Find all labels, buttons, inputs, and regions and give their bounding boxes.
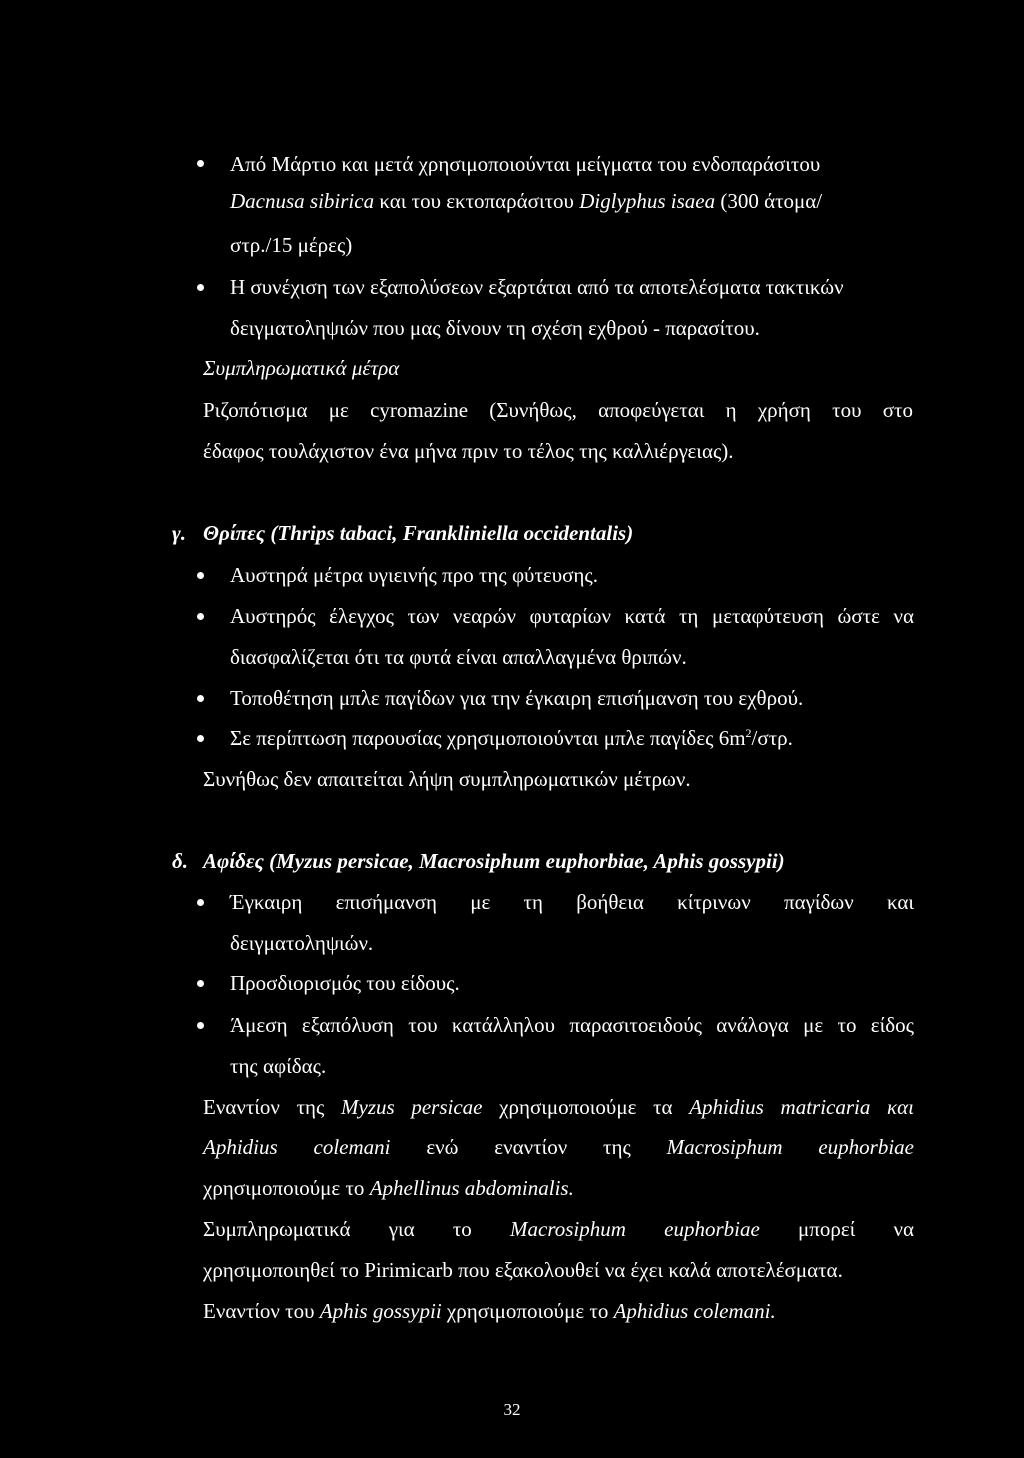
text-line: της αφίδας. [230, 1054, 327, 1078]
text-line: χρησιμοποιούμε το Aphellinus abdominalis. [203, 1176, 574, 1200]
text-line: Άμεση εξαπόλυση του κατάλληλου παρασιτοειδούς ανάλογα με το είδος [230, 1013, 914, 1037]
text-line: δειγματοληψιών που μας δίνουν τη σχέση εχθρού - παρασίτου. [230, 316, 760, 340]
bullet-marker [197, 613, 204, 620]
section-title: Θρίπες (Thrips tabaci, Frankliniella occidentalis) [203, 521, 634, 545]
text-line: Συμπληρωματικά για το Macrosiphum euphorbiae μπορεί να [203, 1217, 915, 1241]
text-line: Προσδιορισμός του είδους. [230, 971, 460, 995]
bullet-marker [197, 735, 204, 742]
bullet-marker [197, 160, 204, 167]
text-line: δειγματοληψιών. [230, 931, 374, 955]
text-line: Έγκαιρη επισήμανση με τη βοήθεια κίτρινων παγίδων και [230, 890, 914, 914]
text-line: έδαφος τουλάχιστον ένα μήνα πριν το τέλος της καλλιέργειας). [203, 439, 734, 463]
text-line: Σε περίπτωση παρουσίας χρησιμοποιούνται μπλε παγίδες $6m^2$/στρ. [230, 726, 793, 750]
page-number: 32 [503, 1400, 521, 1419]
bullet-marker [197, 980, 204, 987]
text-line: Aphidius colemani ενώ εναντίον της Macrosiphum euphorbiae [203, 1135, 914, 1159]
section-title: Αφίδες (Myzus persicae, Macrosiphum euphorbiae, Aphis gossypii) [203, 849, 785, 873]
text-line: στρ./15 μέρες) [230, 233, 353, 257]
text-line: Αυστηρός έλεγχος των νεαρών φυταρίων κατά τη μεταφύτευση ώστε να [230, 604, 914, 628]
bullet-marker [197, 572, 204, 579]
text-line: Dacnusa sibirica και του εκτοπαράσιτου Diglyphus isaea (300 άτομα/ [230, 189, 823, 213]
text-line: Αυστηρά μέτρα υγιεινής προ της φύτευσης. [230, 563, 598, 587]
text-line: χρησιμοποιηθεί το Pirimicarb που εξακολουθεί να έχει καλά αποτελέσματα. [203, 1258, 843, 1282]
bullet-marker [197, 695, 204, 702]
section-letter: δ. [172, 849, 189, 873]
subheading: Συμπληρωματικά μέτρα [203, 356, 400, 380]
text-line: Από Μάρτιο και μετά χρησιμοποιούνται μείγματα του ενδοπαράσιτου [230, 152, 821, 176]
bullet-marker [197, 284, 204, 291]
text-line: Τοποθέτηση μπλε παγίδων για την έγκαιρη επισήμανση του εχθρού. [230, 686, 804, 710]
bullet-marker [197, 899, 204, 906]
section-letter: γ. [172, 521, 186, 545]
text-line: Συνήθως δεν απαιτείται λήψη συμπληρωματικών μέτρων. [203, 767, 691, 791]
text-line: Εναντίον του Aphis gossypii χρησιμοποιούμε το Aphidius colemani. [203, 1299, 776, 1323]
text-line: Ριζοπότισμα με cyromazine (Συνήθως, αποφεύγεται η χρήση του στο [203, 398, 913, 422]
text-line: Η συνέχιση των εξαπολύσεων εξαρτάται από τα αποτελέσματα τακτικών [230, 275, 844, 299]
text-line: διασφαλίζεται ότι τα φυτά είναι απαλλαγμένα θριπών. [230, 645, 687, 669]
text-line: Εναντίον της Myzus persicae χρησιμοποιούμε τα Aphidius matricaria και [203, 1095, 914, 1119]
bullet-marker [197, 1022, 204, 1029]
